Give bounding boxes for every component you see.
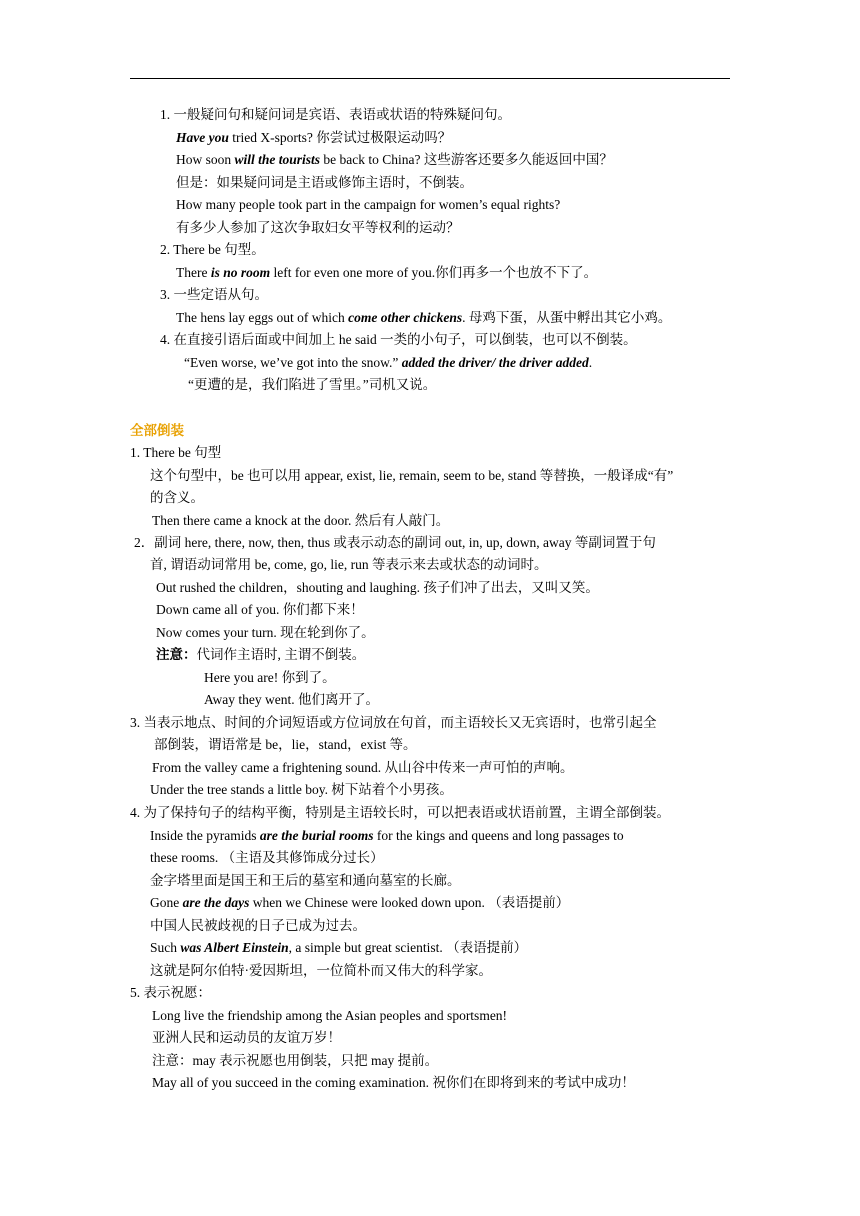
s2-item2-example3: Now comes your turn. 现在轮到你了。: [156, 625, 375, 640]
item1-title: 1. 一般疑问句和疑问词是宾语、表语或状语的特殊疑问句。: [160, 107, 511, 122]
emphasis: is no room: [210, 265, 271, 280]
s2-item3-example2: Under the tree stands a little boy. 树下站着个小男孩。: [150, 782, 453, 797]
s2-item2-title-cont: 首, 谓语动词常用 be, come, go, lie, run 等表示来去或状态的动词时。: [150, 557, 548, 572]
s2-item4-example3: [150, 939, 527, 957]
example-text: tried X-sports? 你尝试过极限运动吗？: [228, 130, 452, 145]
s2-item2-example5: Away they went. 他们离开了。: [204, 692, 379, 707]
item4-title: 4. 在直接引语后面或中间加上 he said 一类的小句子，可以倒装，也可以不倒装。: [160, 332, 637, 347]
example-text: There: [176, 265, 211, 280]
example-text: , a simple but great scientist. （表语提前）: [288, 940, 528, 955]
note-label: 注意：: [156, 647, 197, 662]
s2-item5-example1: Long live the friendship among the Asian peoples and sportsmen!: [152, 1008, 508, 1023]
example-text: . 母鸡下蛋，从蛋中孵出其它小鸡。: [462, 310, 672, 325]
emphasis: are the days: [182, 895, 250, 910]
emphasis: Have you: [176, 130, 229, 145]
example-text: when we Chinese were looked down upon. （表语提前）: [249, 895, 570, 910]
item3-example: [176, 309, 671, 327]
item1-example3-cn: 有多少人参加了这次争取妇女平等权利的运动？: [176, 220, 460, 235]
s2-item1-example: Then there came a knock at the door. 然后有人敲门。: [152, 513, 450, 528]
s2-item5-title: 5. 表示祝愿：: [130, 985, 211, 1000]
s2-item4-example2: [150, 894, 569, 912]
item1-example3: How many people took part in the campaign for women’s equal rights?: [176, 197, 561, 212]
example-text: Inside the pyramids: [150, 828, 260, 843]
s2-item2-example1: Out rushed the children，shouting and laughing. 孩子们冲了出去，又叫又笑。: [156, 580, 599, 595]
example-text: The hens lay eggs out of which: [176, 310, 349, 325]
s2-item4-example1-cn: 金字塔里面是国王和王后的墓室和通向墓室的长廊。: [150, 873, 461, 888]
example-text: Gone: [150, 895, 183, 910]
s2-item4-example1-cont: these rooms. （主语及其修饰成分过长）: [150, 850, 384, 865]
s2-item5-example1-cn: 亚洲人民和运动员的友谊万岁！: [152, 1030, 341, 1045]
emphasis: will the tourists: [234, 152, 321, 167]
s2-item3-title: 3. 当表示地点、时间的介词短语或方位词放在句首，而主语较长又无宾语时，也常引起全: [130, 715, 657, 730]
s2-item4-example2-cn: 中国人民被歧视的日子已成为过去。: [150, 918, 366, 933]
example-text: “Even worse, we’ve got into the snow.”: [184, 355, 402, 370]
note-text: 代词作主语时, 主谓不倒装。: [196, 647, 366, 662]
s2-item2-example4: Here you are! 你到了。: [204, 670, 336, 685]
emphasis: was Albert Einstein: [180, 940, 289, 955]
section-heading: 全部倒装: [130, 423, 184, 438]
emphasis: added the driver/ the driver added: [401, 355, 589, 370]
example-text: How soon: [176, 152, 235, 167]
item1-example2: [176, 151, 613, 169]
s2-item2-note: [156, 646, 365, 664]
example-text: left for even one more of you.你们再多一个也放不下了。: [270, 265, 598, 280]
s2-item4-example1: [150, 827, 624, 845]
item3-title: 3. 一些定语从句。: [160, 287, 268, 302]
s2-item5-example2: May all of you succeed in the coming examination. 祝你们在即将到来的考试中成功！: [152, 1075, 635, 1090]
example-text: .: [588, 355, 593, 370]
item2-example: [176, 264, 597, 282]
s2-item1-desc: 这个句型中，be 也可以用 appear, exist, lie, remain, seem to be, stand 等替换，一般译成“有”: [150, 468, 674, 483]
s2-item4-example3-cn: 这就是阿尔伯特·爱因斯坦，一位简朴而又伟大的科学家。: [150, 963, 492, 978]
header-rule: [130, 78, 730, 79]
s2-item1-title: 1. There be 句型: [130, 445, 222, 460]
s2-item3-example1: From the valley came a frightening sound. 从山谷中传来一声可怕的声响。: [152, 760, 574, 775]
s2-item1-desc-cont: 的含义。: [150, 490, 204, 505]
item4-example: [184, 354, 592, 372]
s2-item5-note: 注意：may 表示祝愿也用倒装，只把 may 提前。: [152, 1053, 439, 1068]
s2-item3-title-cont: 部倒装，谓语常是 be，lie，stand，exist 等。: [154, 737, 417, 752]
emphasis: come other chickens: [348, 310, 463, 325]
emphasis: are the burial rooms: [259, 828, 374, 843]
item1-note: 但是：如果疑问词是主语或修饰主语时，不倒装。: [176, 175, 473, 190]
item1-example1: [176, 129, 451, 147]
s2-item2-title: 2．副词 here, there, now, then, thus 或表示动态的副词 out, in, up, down, away 等副词置于句: [134, 535, 656, 550]
s2-item4-title: 4. 为了保持句子的结构平衡，特别是主语较长时，可以把表语或状语前置，主谓全部倒装。: [130, 805, 670, 820]
example-text: for the kings and queens and long passages to: [373, 828, 624, 843]
item2-title: 2. There be 句型。: [160, 242, 265, 257]
item4-example-cn: “更遭的是，我们陷进了雪里。”司机又说。: [188, 377, 437, 392]
example-text: be back to China? 这些游客还要多久能返回中国？: [320, 152, 613, 167]
s2-item2-example2: Down came all of you. 你们都下来！: [156, 602, 364, 617]
example-text: Such: [150, 940, 181, 955]
